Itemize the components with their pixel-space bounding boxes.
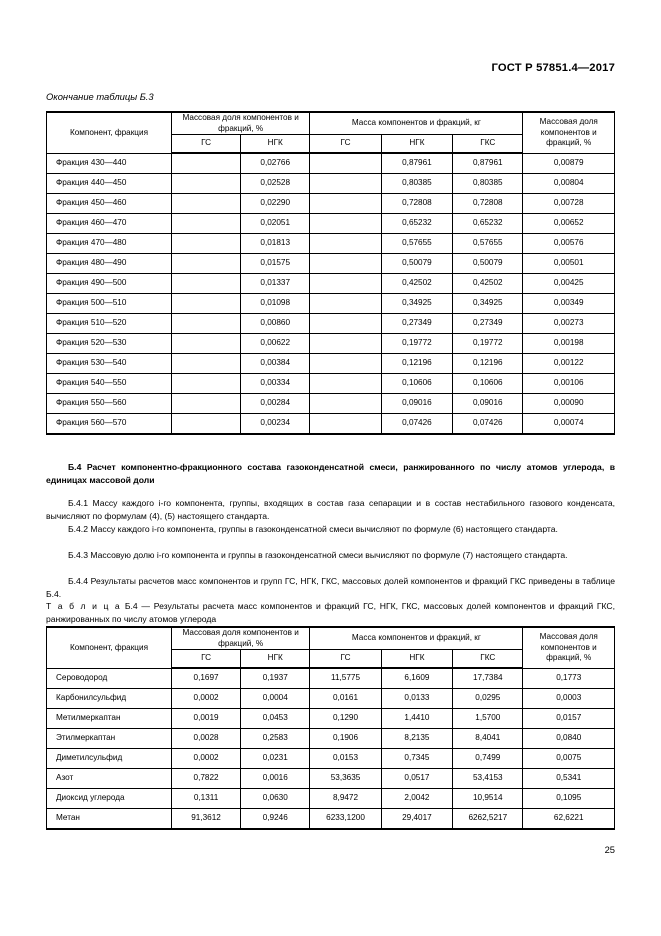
table-b3-cell-gs-kg	[310, 214, 381, 234]
table-b3-row-name: Фракция 430—440	[47, 153, 172, 174]
table-b3-cell-gs-pct	[171, 153, 240, 174]
table-b4-caption-text: Б.4 — Результаты расчета масс компонентов и фракций ГС, НГК, ГКС, массовых долей компонентов и фракций ГКС, ранжированных по числу атомов углерода	[46, 601, 616, 624]
table-b3-cell-gks-pct: 0,00273	[523, 314, 615, 334]
table-b3-cell-gks-pct: 0,00074	[523, 414, 615, 435]
table-b4-cell-ngk-kg: 6,1609	[381, 668, 452, 689]
table-row	[47, 334, 615, 354]
table-b3-cell-ngk-kg: 0,57655	[381, 234, 452, 254]
table-row	[47, 314, 615, 334]
table-b4-subheader-ngk-pct: НГК	[241, 650, 310, 669]
table-b3-cell-ngk-kg: 0,80385	[381, 174, 452, 194]
table-b3-cell-gks-kg: 0,42502	[453, 274, 523, 294]
table-b3-cell-gs-kg	[310, 153, 381, 174]
table-b4-body	[47, 668, 615, 829]
table-b3-cell-gks-pct: 0,00349	[523, 294, 615, 314]
table-row	[47, 274, 615, 294]
table-b4-cell-ngk-kg: 1,4410	[381, 709, 452, 729]
table-b4-row-name: Метилмеркаптан	[47, 709, 172, 729]
table-b4-cell-gs-pct: 0,1697	[171, 668, 240, 689]
table-b4-row-name: Сероводород	[47, 668, 172, 689]
table-b3-cell-gs-pct	[171, 274, 240, 294]
table-b3-container	[46, 111, 615, 435]
table-b3-row-name: Фракция 480—490	[47, 254, 172, 274]
paragraph-b41: Б.4.1 Массу каждого i-го компонента, группы, входящих в состав газа сепарации и в состав нестабильного газового конденсата, вычисляют по формулам (4), (5) настоящего стандарта.	[46, 498, 615, 521]
paragraph-b43: Б.4.3 Массовую долю i-го компонента и группы в газоконденсатной смеси вычисляют по формуле (7) настоящего стандарта.	[68, 550, 568, 560]
table-b3-cell-gs-kg	[310, 294, 381, 314]
table-b3-cell-gks-kg: 0,34925	[453, 294, 523, 314]
table-b3-cell-ngk-pct: 0,01098	[241, 294, 310, 314]
table-row	[47, 374, 615, 394]
table-b3-cell-gks-pct: 0,00804	[523, 174, 615, 194]
table-b3-row-name: Фракция 490—500	[47, 274, 172, 294]
table-b4-cell-gs-kg: 0,1906	[310, 729, 381, 749]
table-b4-cell-ngk-kg: 0,0133	[381, 689, 452, 709]
table-b4-cell-gks-pct: 0,1773	[523, 668, 615, 689]
table-b3-header-mass-fraction-pct-gks: Массовая доля компонентов и фракций, %	[523, 112, 615, 153]
table-b3-cell-gs-kg	[310, 274, 381, 294]
table-b4-cell-gs-kg: 0,1290	[310, 709, 381, 729]
table-b3-cell-gs-pct	[171, 314, 240, 334]
table-b3-cell-gs-kg	[310, 194, 381, 214]
table-b3-cell-ngk-kg: 0,10606	[381, 374, 452, 394]
table-b3-cell-gs-kg	[310, 394, 381, 414]
table-b4-cell-ngk-kg: 2,0042	[381, 789, 452, 809]
table-b4-cell-ngk-pct: 0,9246	[241, 809, 310, 830]
table-b3	[46, 111, 615, 435]
table-b3-cell-ngk-pct: 0,02766	[241, 153, 310, 174]
table-b3-cell-gs-kg	[310, 374, 381, 394]
table-b4-cell-ngk-kg: 0,0517	[381, 769, 452, 789]
table-b4-header-mass-fraction-pct: Массовая доля компонентов и фракций, %	[171, 627, 309, 650]
table-b3-cell-gks-kg: 0,27349	[453, 314, 523, 334]
table-b3-cell-gks-kg: 0,65232	[453, 214, 523, 234]
table-row	[47, 749, 615, 769]
table-b3-cell-ngk-kg: 0,65232	[381, 214, 452, 234]
table-b3-row-name: Фракция 460—470	[47, 214, 172, 234]
table-b4-cell-gs-pct: 0,0028	[171, 729, 240, 749]
table-b3-subheader-ngk-pct: НГК	[241, 135, 310, 154]
table-b3-cell-gs-pct	[171, 254, 240, 274]
table-b3-cell-gks-pct: 0,00198	[523, 334, 615, 354]
table-b3-body	[47, 153, 615, 434]
table-b4	[46, 626, 615, 830]
table-b4-cell-gks-pct: 0,1095	[523, 789, 615, 809]
table-b4-cell-ngk-kg: 8,2135	[381, 729, 452, 749]
table-b3-cell-gs-kg	[310, 334, 381, 354]
table-b4-cell-ngk-pct: 0,2583	[241, 729, 310, 749]
table-b3-cell-gks-kg: 0,07426	[453, 414, 523, 435]
table-b4-cell-gks-kg: 1,5700	[453, 709, 523, 729]
table-b4-cell-gs-kg: 8,9472	[310, 789, 381, 809]
table-b4-cell-gs-kg: 0,0161	[310, 689, 381, 709]
table-b3-cell-gs-pct	[171, 354, 240, 374]
table-row	[47, 414, 615, 435]
table-b4-cell-gs-pct: 0,0002	[171, 749, 240, 769]
table-b3-cell-ngk-pct: 0,00860	[241, 314, 310, 334]
table-b3-row-name: Фракция 530—540	[47, 354, 172, 374]
table-b4-subheader-gs-kg: ГС	[310, 650, 381, 669]
table-b3-cell-gs-kg	[310, 234, 381, 254]
table-b4-cell-gs-pct: 0,1311	[171, 789, 240, 809]
table-b3-row-name: Фракция 510—520	[47, 314, 172, 334]
table-b3-cell-ngk-kg: 0,42502	[381, 274, 452, 294]
table-b3-cell-ngk-pct: 0,00234	[241, 414, 310, 435]
table-b3-row-name: Фракция 500—510	[47, 294, 172, 314]
table-row	[47, 769, 615, 789]
table-b4-cell-gks-kg: 8,4041	[453, 729, 523, 749]
table-b3-cell-ngk-pct: 0,01337	[241, 274, 310, 294]
table-b3-cell-gks-kg: 0,57655	[453, 234, 523, 254]
table-b4-cell-gs-kg: 0,0153	[310, 749, 381, 769]
table-b3-cell-gs-pct	[171, 374, 240, 394]
standard-id-header: ГОСТ Р 57851.4—2017	[491, 62, 615, 74]
table-b3-cell-ngk-pct: 0,01813	[241, 234, 310, 254]
table-b3-header-component: Компонент, фракция	[47, 112, 172, 153]
table-b4-caption	[46, 600, 615, 625]
table-b3-cell-gks-kg: 0,50079	[453, 254, 523, 274]
table-b3-cell-ngk-kg: 0,50079	[381, 254, 452, 274]
table-b3-cell-ngk-pct: 0,02528	[241, 174, 310, 194]
table-b4-cell-gks-kg: 0,0295	[453, 689, 523, 709]
table-b3-continuation-label: Окончание таблицы Б.3	[46, 91, 154, 102]
table-b4-head	[47, 627, 615, 668]
table-row	[47, 394, 615, 414]
table-b3-cell-gks-kg: 0,80385	[453, 174, 523, 194]
table-b3-cell-gks-kg: 0,19772	[453, 334, 523, 354]
table-b4-row-name: Карбонилсульфид	[47, 689, 172, 709]
table-b3-cell-gs-pct	[171, 234, 240, 254]
table-row	[47, 789, 615, 809]
table-b4-cell-ngk-pct: 0,0630	[241, 789, 310, 809]
table-b4-cell-gks-pct: 62,6221	[523, 809, 615, 830]
table-b3-cell-ngk-pct: 0,02051	[241, 214, 310, 234]
table-b3-cell-ngk-kg: 0,72808	[381, 194, 452, 214]
table-b4-cell-ngk-kg: 29,4017	[381, 809, 452, 830]
table-b4-row-name: Азот	[47, 769, 172, 789]
table-b3-cell-gs-kg	[310, 354, 381, 374]
table-b3-cell-gs-kg	[310, 254, 381, 274]
table-b4-cell-gks-pct: 0,5341	[523, 769, 615, 789]
table-b3-cell-ngk-kg: 0,34925	[381, 294, 452, 314]
table-b3-cell-gks-pct: 0,00106	[523, 374, 615, 394]
table-b3-cell-gs-kg	[310, 174, 381, 194]
table-b4-cell-gs-kg: 6233,1200	[310, 809, 381, 830]
table-b3-subheader-ngk-kg: НГК	[381, 135, 452, 154]
table-row	[47, 153, 615, 174]
table-b4-subheader-ngk-kg: НГК	[381, 650, 452, 669]
table-b3-cell-gks-kg: 0,72808	[453, 194, 523, 214]
table-b3-cell-ngk-pct: 0,02290	[241, 194, 310, 214]
table-b3-cell-gks-pct: 0,00090	[523, 394, 615, 414]
table-row	[47, 809, 615, 830]
table-b3-cell-ngk-kg: 0,12196	[381, 354, 452, 374]
table-b4-cell-ngk-pct: 0,0004	[241, 689, 310, 709]
table-b3-cell-ngk-kg: 0,27349	[381, 314, 452, 334]
table-b4-cell-gks-pct: 0,0157	[523, 709, 615, 729]
table-b3-cell-ngk-kg: 0,09016	[381, 394, 452, 414]
table-b4-cell-gks-pct: 0,0840	[523, 729, 615, 749]
table-row	[47, 668, 615, 689]
table-b3-cell-gs-pct	[171, 394, 240, 414]
table-b3-subheader-gs-kg: ГС	[310, 135, 381, 154]
table-b3-row-name: Фракция 520—530	[47, 334, 172, 354]
page-number: 25	[604, 844, 615, 855]
table-b4-cell-gks-pct: 0,0075	[523, 749, 615, 769]
paragraph-b44: Б.4.4 Результаты расчетов масс компонентов и групп ГС, НГК, ГКС, массовых долей компонентов и фракций ГКС приведены в таблице Б.4.	[46, 576, 615, 599]
table-b3-row-name: Фракция 540—550	[47, 374, 172, 394]
table-row	[47, 194, 615, 214]
table-row	[47, 354, 615, 374]
table-b3-cell-ngk-kg: 0,87961	[381, 153, 452, 174]
table-b3-cell-ngk-pct: 0,00622	[241, 334, 310, 354]
table-row	[47, 214, 615, 234]
table-row	[47, 729, 615, 749]
table-b3-cell-gs-pct	[171, 334, 240, 354]
table-b4-cell-gs-kg: 11,5775	[310, 668, 381, 689]
table-b3-cell-gs-pct	[171, 294, 240, 314]
table-b4-cell-gs-pct: 0,0019	[171, 709, 240, 729]
table-b3-cell-gks-pct: 0,00122	[523, 354, 615, 374]
table-b3-cell-ngk-kg: 0,19772	[381, 334, 452, 354]
table-b4-cell-gks-kg: 17,7384	[453, 668, 523, 689]
page-content	[46, 0, 615, 936]
table-b3-cell-gs-kg	[310, 314, 381, 334]
table-b3-cell-gks-pct: 0,00879	[523, 153, 615, 174]
table-b3-cell-gks-pct: 0,00425	[523, 274, 615, 294]
table-b3-cell-gs-pct	[171, 214, 240, 234]
table-b3-cell-ngk-pct: 0,00284	[241, 394, 310, 414]
table-row	[47, 234, 615, 254]
table-b3-header-mass-kg: Масса компонентов и фракций, кг	[310, 112, 523, 135]
table-b3-cell-gks-kg: 0,87961	[453, 153, 523, 174]
table-b3-row-name: Фракция 450—460	[47, 194, 172, 214]
table-b4-row-name: Этилмеркаптан	[47, 729, 172, 749]
table-b3-cell-ngk-pct: 0,00384	[241, 354, 310, 374]
table-b4-row-name: Диоксид углерода	[47, 789, 172, 809]
table-b4-container	[46, 626, 615, 830]
table-b3-cell-gs-pct	[171, 174, 240, 194]
section-b4-heading: Б.4 Расчет компонентно-фракционного состава газоконденсатной смеси, ранжированного по числу атомов углерода, в единицах массовой доли	[46, 462, 615, 485]
table-row	[47, 709, 615, 729]
table-b3-subheader-gks-kg: ГКС	[453, 135, 523, 154]
table-b4-cell-gks-kg: 53,4153	[453, 769, 523, 789]
table-b3-subheader-gs-pct: ГС	[171, 135, 240, 154]
table-b3-row-name: Фракция 560—570	[47, 414, 172, 435]
table-row	[47, 689, 615, 709]
table-row	[47, 174, 615, 194]
table-b3-head	[47, 112, 615, 153]
table-b4-cell-gks-kg: 6262,5217	[453, 809, 523, 830]
table-b3-cell-gks-pct: 0,00728	[523, 194, 615, 214]
table-b4-cell-gs-pct: 91,3612	[171, 809, 240, 830]
table-b4-cell-ngk-pct: 0,1937	[241, 668, 310, 689]
table-b4-header-mass-kg: Масса компонентов и фракций, кг	[310, 627, 523, 650]
table-b4-cell-ngk-pct: 0,0016	[241, 769, 310, 789]
table-b3-row-name: Фракция 470—480	[47, 234, 172, 254]
table-row	[47, 294, 615, 314]
table-b3-cell-gs-pct	[171, 414, 240, 435]
table-b3-cell-ngk-kg: 0,07426	[381, 414, 452, 435]
table-b4-cell-ngk-pct: 0,0453	[241, 709, 310, 729]
table-b4-cell-gks-pct: 0,0003	[523, 689, 615, 709]
paragraph-b42: Б.4.2 Массу каждого i-го компонента, группы в газоконденсатной смеси вычисляют по формуле (6) настоящего стандарта.	[68, 524, 558, 534]
table-b4-header-mass-fraction-pct-gks: Массовая доля компонентов и фракций, %	[523, 627, 615, 668]
table-b4-cell-gs-pct: 0,0002	[171, 689, 240, 709]
table-b4-cell-ngk-kg: 0,7345	[381, 749, 452, 769]
table-b4-subheader-gks-kg: ГКС	[453, 650, 523, 669]
table-b3-cell-gs-kg	[310, 414, 381, 435]
table-b4-cell-gks-kg: 0,7499	[453, 749, 523, 769]
table-b4-cell-ngk-pct: 0,0231	[241, 749, 310, 769]
table-b3-cell-gks-kg: 0,09016	[453, 394, 523, 414]
table-b4-subheader-gs-pct: ГС	[171, 650, 240, 669]
table-b3-row-name: Фракция 550—560	[47, 394, 172, 414]
table-b4-caption-label: Т а б л и ц а	[46, 601, 122, 611]
table-b4-row-name: Метан	[47, 809, 172, 830]
table-b4-cell-gks-kg: 10,9514	[453, 789, 523, 809]
table-b4-cell-gs-kg: 53,3635	[310, 769, 381, 789]
table-b4-header-component: Компонент, фракция	[47, 627, 172, 668]
table-b3-cell-gs-pct	[171, 194, 240, 214]
table-b3-row-name: Фракция 440—450	[47, 174, 172, 194]
table-b3-header-mass-fraction-pct: Массовая доля компонентов и фракций, %	[171, 112, 309, 135]
table-b3-cell-gks-pct: 0,00501	[523, 254, 615, 274]
table-b3-cell-gks-pct: 0,00652	[523, 214, 615, 234]
table-b3-cell-gks-kg: 0,10606	[453, 374, 523, 394]
table-b3-cell-gks-pct: 0,00576	[523, 234, 615, 254]
table-b3-cell-gks-kg: 0,12196	[453, 354, 523, 374]
table-b3-cell-ngk-pct: 0,00334	[241, 374, 310, 394]
table-row	[47, 254, 615, 274]
table-b4-cell-gs-pct: 0,7822	[171, 769, 240, 789]
table-b3-cell-ngk-pct: 0,01575	[241, 254, 310, 274]
table-b4-row-name: Диметилсульфид	[47, 749, 172, 769]
